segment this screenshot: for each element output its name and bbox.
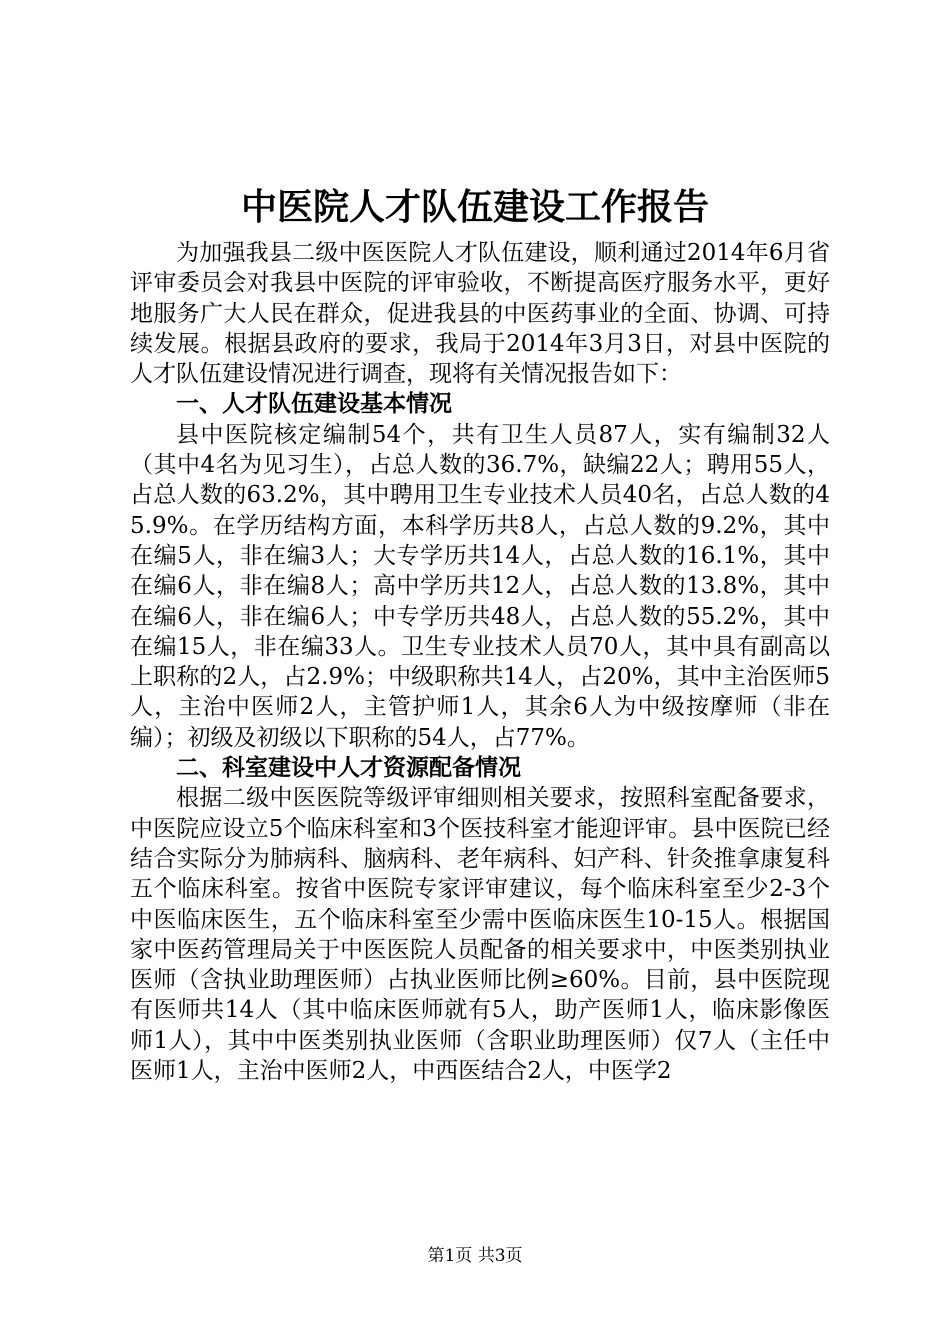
section-paragraph-1: 县中医院核定编制54个，共有卫生人员87人，实有编制32人（其中4名为见习生），占总人数的36.7%，缺编22人；聘用55人，占总人数的63.2%，其中聘用卫生专业技术人员40名，占总人数的45.9%。在学历结构方面，本科学历共8人，占总人数的9.2%，其中在编5人，非在编3人；大专学历共14人，占总人数的16.1%，其中在编6人，非在编8人；高中学历共12人，占总人数的13.8%，其中在编6人，非在编6人；中专学历共48人，占总人数的55.2%，其中在编15人，非在编33人。卫生专业技术人员70人，其中具有副高以上职称的2人，占2.9%；中级职称共14人，占20%，其中主治医师5人，主治中医师2人，主管护师1人，其余6人为中级按摩师（非在编）；初级及初级以下职称的54人，占77%。 bbox=[130, 421, 830, 751]
document-title: 中医院人才队伍建设工作报告 bbox=[240, 186, 709, 228]
section-heading-2: 二、科室建设中人才资源配备情况 bbox=[176, 754, 521, 782]
section-paragraph-2: 根据二级中医医院等级评审细则相关要求，按照科室配备要求，中医院应设立5个临床科室和3个医技科室才能迎评审。县中医院已经结合实际分为肺病科、脑病科、老年病科、妇产科、针灸推拿康复科五个临床科室。按省中医院专家评审建议，每个临床科室至少2-3个中医临床医生，五个临床科室至少需中医临床医生10-15人。根据国家中医药管理局关于中医医院人员配备的相关要求中，中医类别执业医师（含执业助理医师）占执业医师比例≥60%。目前，县中医院现有医师共14人（其中临床医师就有5人，助产医师1人，临床影像医师1人），其中中医类别执业医师（含职业助理医师）仅7人（主任中医师1人，主治中医师2人，中西医结合2人，中医学2 bbox=[130, 785, 830, 1085]
document-body bbox=[130, 238, 830, 1086]
page-number-footer: 第1页 共3页 bbox=[427, 1246, 523, 1266]
section-heading-1: 一、人才队伍建设基本情况 bbox=[176, 390, 452, 418]
intro-paragraph: 为加强我县二级中医医院人才队伍建设，顺利通过2014年6月省评审委员会对我县中医院的评审验收，不断提高医疗服务水平，更好地服务广大人民在群众，促进我县的中医药事业的全面、协调、可持续发展。根据县政府的要求，我局于2014年3月3日，对县中医院的人才队伍建设情况进行调查，现将有关情况报告如下： bbox=[130, 240, 830, 388]
